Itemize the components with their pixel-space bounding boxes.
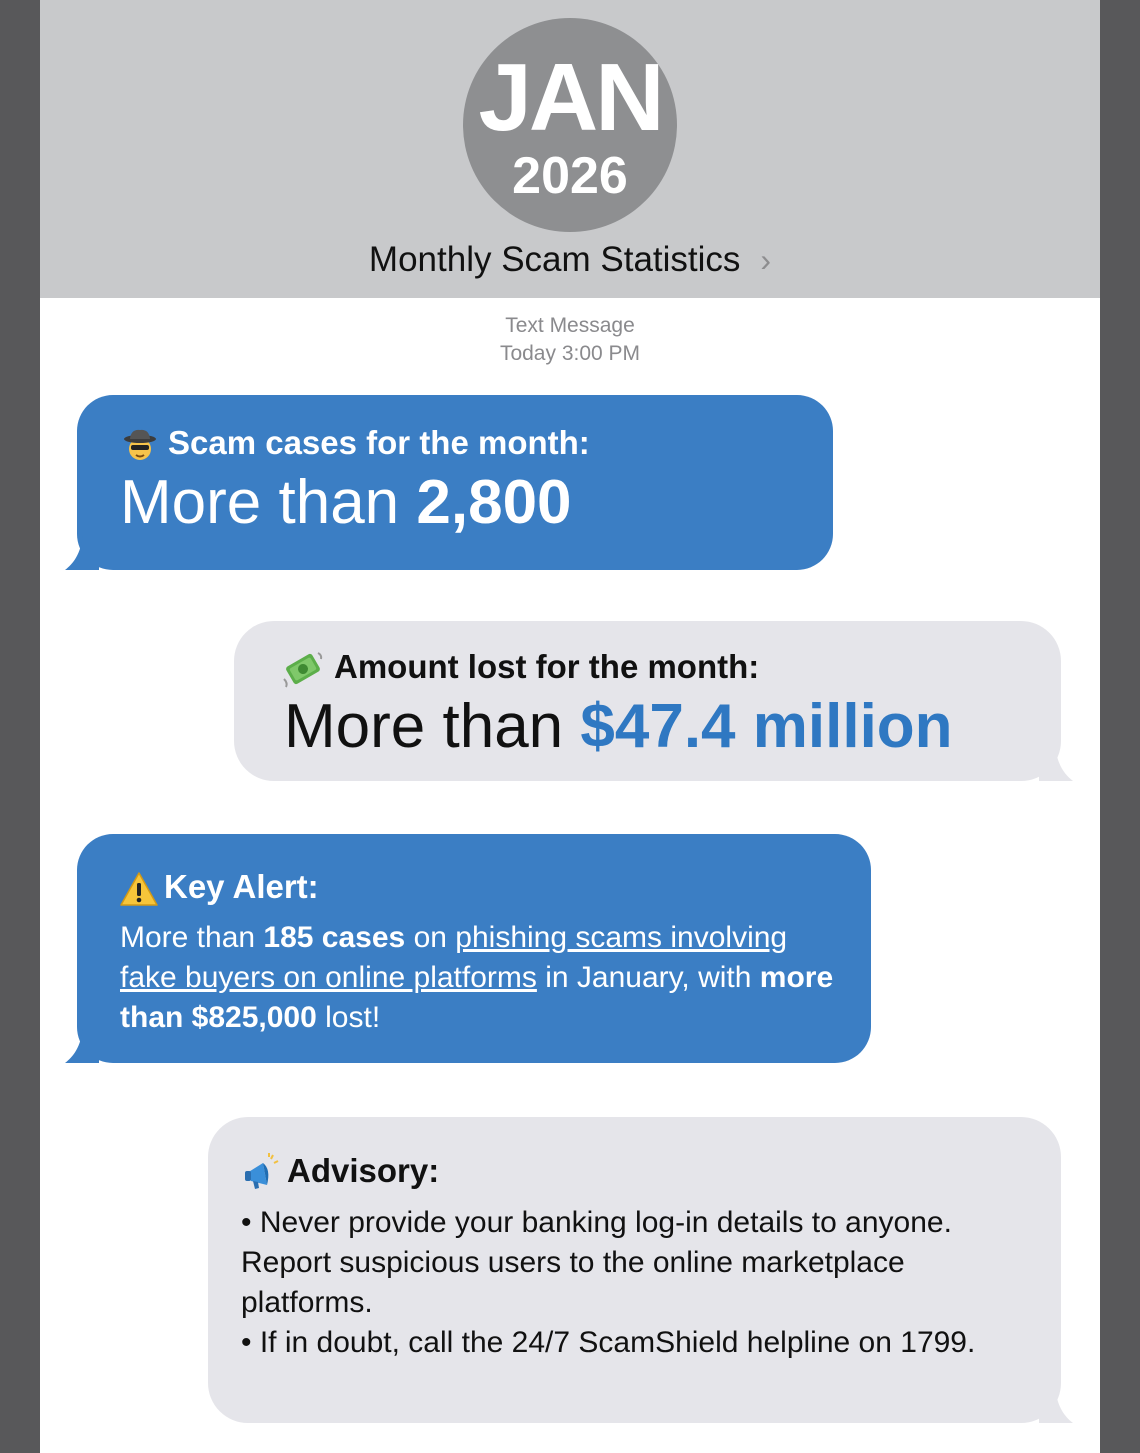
flying-money-emoji-icon bbox=[282, 649, 324, 689]
cases-prefix: More than bbox=[120, 468, 417, 537]
message-bubble-amount[interactable] bbox=[234, 621, 1061, 781]
amount-label-row bbox=[282, 647, 759, 689]
avatar-year: 2026 bbox=[512, 147, 628, 205]
alert-phishing-link[interactable]: phishing scams involving fake buyers on online platforms bbox=[120, 921, 788, 994]
message-screen bbox=[40, 0, 1100, 1453]
message-bubble-alert[interactable] bbox=[77, 834, 871, 1063]
contact-name: Monthly Scam Statistics bbox=[368, 240, 741, 279]
cases-label-row bbox=[122, 423, 590, 463]
amount-label: Amount lost for the month: bbox=[334, 648, 760, 685]
bubble-tail bbox=[1039, 745, 1079, 781]
conversation-header bbox=[40, 0, 1100, 298]
megaphone-emoji-icon bbox=[241, 1153, 281, 1193]
advisory-label: Advisory: bbox=[287, 1152, 440, 1189]
alert-text-2: on bbox=[405, 921, 456, 954]
alert-label-row bbox=[120, 867, 319, 907]
alert-text-1: More than bbox=[120, 921, 264, 954]
message-bubble-cases[interactable] bbox=[77, 395, 833, 570]
advisory-label-row bbox=[241, 1151, 439, 1193]
alert-cases-count: 185 cases bbox=[263, 921, 406, 954]
alert-label: Key Alert: bbox=[164, 868, 319, 905]
cases-statement bbox=[120, 467, 572, 539]
bubble-tail bbox=[59, 1027, 99, 1063]
avatar-month: JAN bbox=[478, 44, 662, 151]
warning-emoji-icon bbox=[120, 871, 158, 907]
amount-value: $47.4 million bbox=[580, 692, 953, 761]
alert-text-3: in January, with bbox=[536, 961, 760, 994]
chevron-right-icon: › bbox=[760, 242, 772, 278]
cases-value: 2,800 bbox=[416, 468, 572, 537]
contact-name-link[interactable] bbox=[40, 238, 1100, 282]
spy-detective-emoji-icon bbox=[122, 427, 158, 463]
amount-statement bbox=[284, 691, 953, 763]
contact-avatar[interactable] bbox=[463, 18, 677, 232]
bubble-tail bbox=[59, 534, 99, 570]
message-timestamp: Today 3:00 PM bbox=[499, 342, 641, 365]
cases-label: Scam cases for the month: bbox=[168, 424, 590, 461]
amount-prefix: More than bbox=[284, 692, 581, 761]
advisory-body bbox=[241, 1203, 1041, 1363]
message-bubble-advisory[interactable] bbox=[208, 1117, 1061, 1423]
advisory-point-1: • Never provide your banking log-in details to anyone. Report suspicious users to the online marketplace platforms. bbox=[241, 1206, 952, 1319]
alert-amount: more than $825,000 bbox=[120, 961, 834, 1034]
message-type: Text Message bbox=[505, 314, 635, 337]
alert-text-4: lost! bbox=[316, 1001, 381, 1034]
advisory-point-2: • If in doubt, call the 24/7 ScamShield helpline on 1799. bbox=[241, 1326, 976, 1359]
message-meta bbox=[40, 312, 1100, 368]
bubble-tail bbox=[1039, 1387, 1079, 1423]
alert-body bbox=[120, 918, 840, 1038]
